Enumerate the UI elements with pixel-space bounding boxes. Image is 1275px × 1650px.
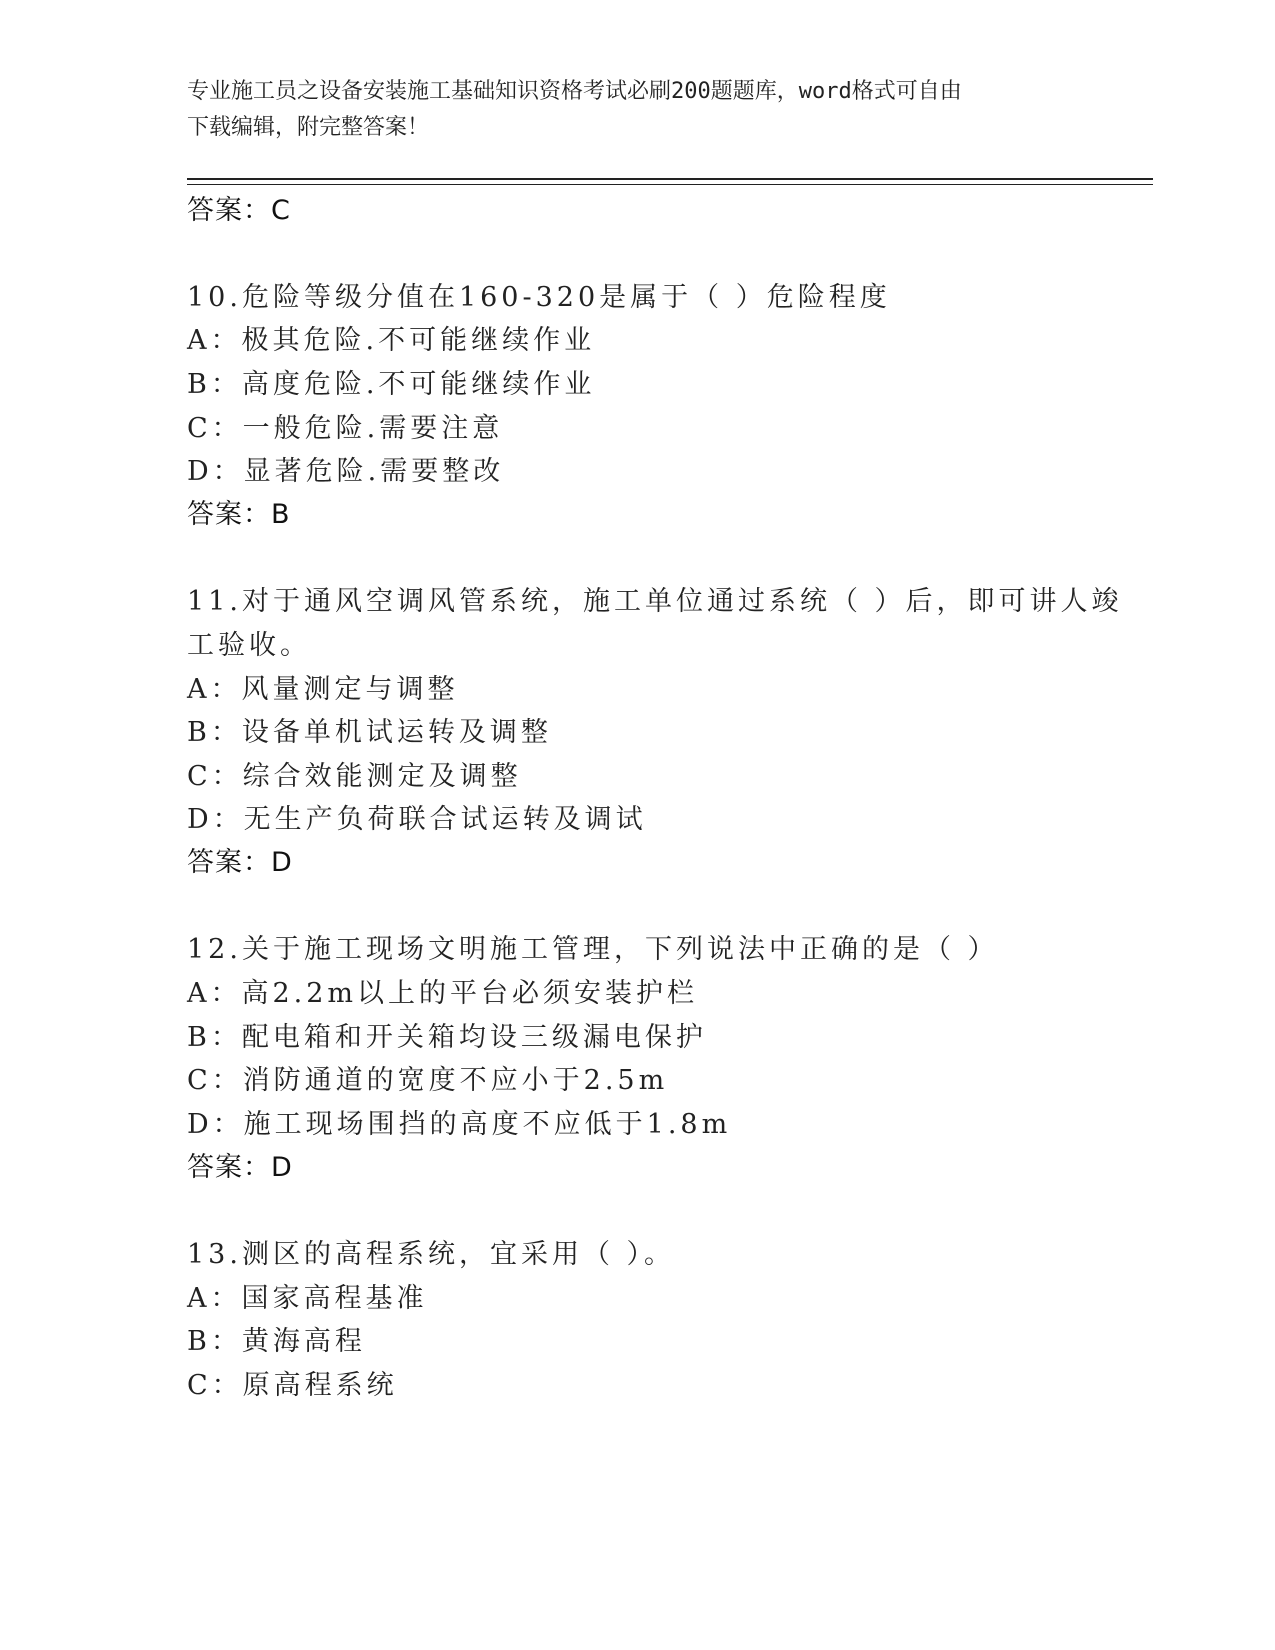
question-12-option-b: B：配电箱和开关箱均设三级漏电保护	[187, 1022, 707, 1053]
document-header	[187, 74, 1087, 146]
question-11-stem-line-1: 11.对于通风空调风管系统，施工单位通过系统（ ）后，即可讲人竣	[187, 586, 1123, 617]
question-12-option-c: C：消防通道的宽度不应小于2.5m	[187, 1065, 669, 1096]
header-line-1: 专业施工员之设备安装施工基础知识资格考试必刷200题题库，word格式可自由	[187, 79, 962, 104]
question-13-stem: 13.测区的高程系统，宜采用（ ）。	[187, 1239, 676, 1270]
question-13-option-b: B：黄海高程	[187, 1326, 366, 1357]
question-11-option-b: B：设备单机试运转及调整	[187, 717, 552, 748]
question-12-answer: 答案：D	[187, 1152, 293, 1183]
answer-prev: 答案：C	[187, 195, 291, 226]
question-11-option-c: C：综合效能测定及调整	[187, 761, 522, 792]
question-10-option-a: A：极其危险.不可能继续作业	[187, 325, 596, 356]
question-11-stem-line-2: 工验收。	[187, 630, 311, 661]
question-10-answer: 答案：B	[187, 499, 291, 530]
question-10-option-d: D：显著危险.需要整改	[187, 456, 505, 487]
question-11-option-d: D：无生产负荷联合试运转及调试	[187, 804, 647, 835]
header-divider-thick	[187, 178, 1153, 180]
question-11-answer: 答案：D	[187, 847, 293, 878]
question-10-option-b: B：高度危险.不可能继续作业	[187, 369, 596, 400]
question-12-option-d: D：施工现场围挡的高度不应低于1.8m	[187, 1109, 732, 1140]
question-11-option-a: A：风量测定与调整	[187, 674, 459, 705]
question-10-stem: 10.危险等级分值在160-320是属于（ ）危险程度	[187, 282, 891, 313]
header-line-2: 下载编辑，附完整答案！	[187, 115, 430, 140]
question-12-option-a: A：高2.2m以上的平台必须安装护栏	[187, 978, 699, 1009]
question-13-option-c: C：原高程系统	[187, 1370, 398, 1401]
header-divider-thin	[187, 184, 1153, 185]
question-13-option-a: A：国家高程基准	[187, 1283, 428, 1314]
question-12-stem: 12.关于施工现场文明施工管理，下列说法中正确的是（ ）	[187, 934, 999, 965]
question-10-option-c: C：一般危险.需要注意	[187, 413, 504, 444]
